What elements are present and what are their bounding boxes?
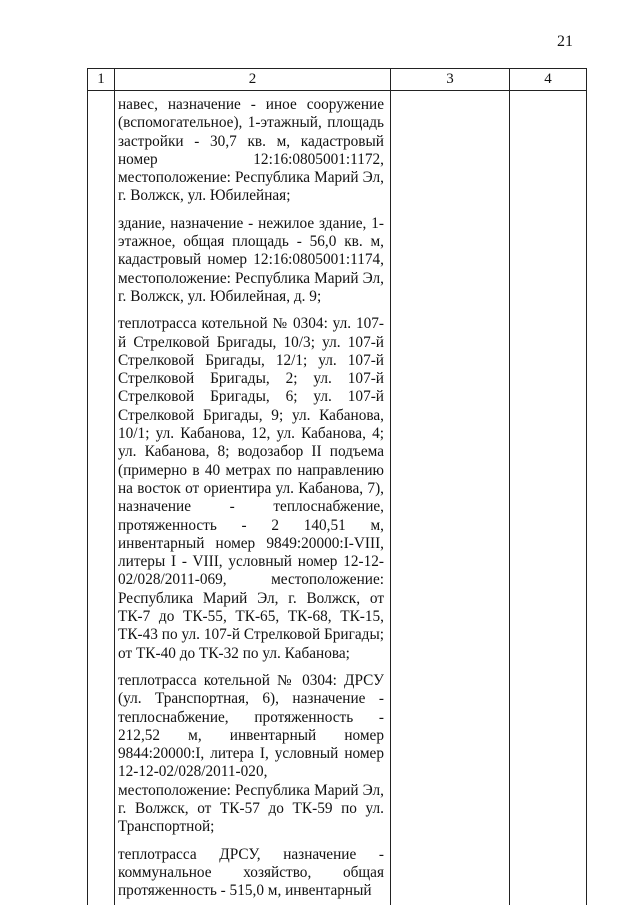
table-left-border	[87, 68, 88, 905]
column-divider-3	[509, 68, 510, 905]
column-divider-1	[114, 68, 115, 905]
column-divider-2	[390, 68, 391, 905]
table-top-border	[87, 68, 587, 69]
entry-building: здание, назначение - нежилое здание, 1-этажное, общая площадь - 56,0 кв. м, кадастровый номер 12:16:0805001:1174, местоположение: Республика Марий Эл, г. Волжск, ул. Юбилейная, д. 9;	[118, 214, 384, 305]
table-right-border	[586, 68, 587, 905]
entry-heating-main-drsu-continued: теплотрасса ДРСУ, назначение - коммунальное хозяйство, общая протяженность - 515,0 м, инвентарный	[118, 845, 384, 900]
column-header-3: 3	[446, 71, 454, 87]
column-header-2: 2	[248, 71, 257, 87]
page-number: 21	[557, 33, 573, 50]
entry-heating-main-0304: теплотрасса котельной № 0304: ул. 107-й Стрелковой Бригады, 10/3; ул. 107-й Стрелковой Бригады, 12/1; ул. 107-й Стрелковой Бригады, 2; ул. 107-й Стрелковой Бригады, 6; ул. 107-й Стрелковой Бригады, 9; ул. Кабанова, 10/1; ул. Кабанова, 12, ул. Кабанова, 4; ул. Кабанова, 8; водозабор II подъема (примерно в 40 метрах по направлению на восток от ориентира ул. Кабанова, 7), назначение - теплоснабжение, протяженность - 2 140,51 м, инвентарный номер 9849:20000:I-VIII, литеры I - VIII, условный номер 12-12-02/028/2011-069, местоположение: Республика Марий Эл, г. Волжск, от ТК-7 до ТК-55, ТК-65, ТК-68, ТК-15, ТК-43 по ул. 107-й Стрелковой Бригады; от ТК-40 до ТК-32 по ул. Кабанова;	[118, 315, 384, 662]
column-header-1: 1	[97, 71, 105, 87]
table-header-bottom-border	[87, 90, 587, 91]
column-header-4: 4	[544, 71, 552, 87]
column-2-content	[118, 96, 384, 909]
entry-canopy: навес, назначение - иное сооружение (вспомогательное), 1-этажный, площадь застройки - 30,7 кв. м, кадастровый номер 12:16:0805001:1172, местоположение: Республика Марий Эл, г. Волжск, ул. Юбилейная;	[118, 96, 384, 205]
entry-heating-main-drsu: теплотрасса котельной № 0304: ДРСУ (ул. Транспортная, 6), назначение - теплоснабжение, протяженность - 212,52 м, инвентарный номер 9844:20000:I, литера I, условный номер 12-12-02/028/2011-020, местоположение: Республика Марий Эл, г. Волжск, от ТК-57 до ТК-59 по ул. Транспортной;	[118, 671, 384, 836]
